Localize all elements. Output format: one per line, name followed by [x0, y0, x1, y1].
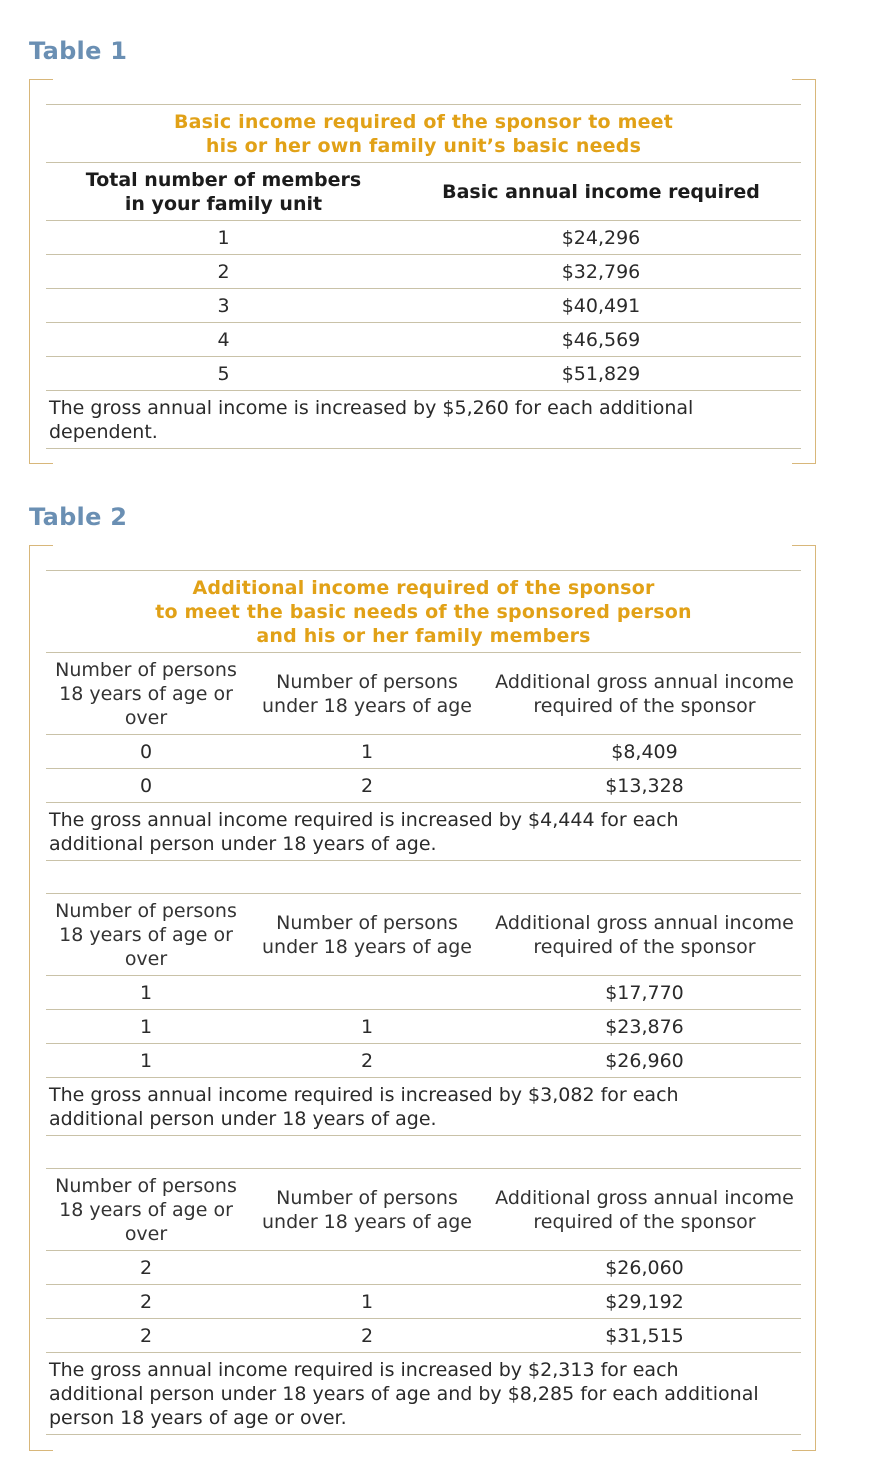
income-cell: $31,515	[488, 1319, 801, 1353]
table2-frame	[29, 545, 816, 1451]
table2-group1-note: The gross annual income required is increased by $4,444 for each additional person under 18 years of age.	[46, 803, 801, 861]
income-cell: $24,296	[401, 221, 801, 255]
table-row	[46, 976, 801, 1010]
adults-header: Number of persons 18 years of age or over	[46, 1169, 246, 1251]
members-cell: 5	[46, 357, 401, 391]
members-cell: 2	[46, 255, 401, 289]
minors-cell: 1	[246, 735, 488, 769]
table2	[46, 570, 801, 1435]
table1-col-income-header: Basic annual income required	[401, 163, 801, 221]
income-cell: $51,829	[401, 357, 801, 391]
table2-heading: Table 2	[29, 503, 128, 531]
income-cell: $40,491	[401, 289, 801, 323]
table-row	[46, 357, 801, 391]
adults-header: Number of persons 18 years of age or over	[46, 894, 246, 976]
table-row	[46, 735, 801, 769]
income-cell: $46,569	[401, 323, 801, 357]
table1-col-members-header: Total number of members in your family unit	[46, 163, 401, 221]
table-row	[46, 289, 801, 323]
minors-header: Number of persons under 18 years of age	[246, 894, 488, 976]
table-row	[46, 1319, 801, 1353]
minors-cell: 2	[246, 1319, 488, 1353]
table1-heading: Table 1	[29, 37, 128, 65]
adults-cell: 2	[46, 1319, 246, 1353]
table2-group1-header	[46, 653, 801, 735]
members-cell: 4	[46, 323, 401, 357]
table2-group3-note: The gross annual income required is increased by $2,313 for each additional person under 18 years of age and by $8,285 for each additional person 18 years of age or over.	[46, 1353, 801, 1435]
income-cell: $23,876	[488, 1010, 801, 1044]
adults-cell: 1	[46, 1010, 246, 1044]
income-header: Additional gross annual income required of the sponsor	[488, 894, 801, 976]
table-row	[46, 323, 801, 357]
table-row	[46, 221, 801, 255]
minors-cell: 1	[246, 1285, 488, 1319]
table2-group3-header	[46, 1169, 801, 1251]
income-cell: $26,960	[488, 1044, 801, 1078]
income-cell: $29,192	[488, 1285, 801, 1319]
income-cell: $8,409	[488, 735, 801, 769]
table1-frame	[29, 79, 816, 464]
minors-cell: 2	[246, 1044, 488, 1078]
income-cell: $17,770	[488, 976, 801, 1010]
adults-cell: 0	[46, 769, 246, 803]
adults-cell: 1	[46, 1044, 246, 1078]
table1	[46, 104, 801, 449]
table-row	[46, 769, 801, 803]
minors-cell: 1	[246, 1010, 488, 1044]
adults-cell: 2	[46, 1285, 246, 1319]
income-cell: $26,060	[488, 1251, 801, 1285]
income-cell: $32,796	[401, 255, 801, 289]
adults-cell: 1	[46, 976, 246, 1010]
income-cell: $13,328	[488, 769, 801, 803]
minors-cell	[246, 976, 488, 1010]
income-header: Additional gross annual income required of the sponsor	[488, 1169, 801, 1251]
minors-cell	[246, 1251, 488, 1285]
table-row	[46, 1044, 801, 1078]
table1-caption: Basic income required of the sponsor to meet his or her own family unit’s basic needs	[46, 105, 801, 163]
table2-group2-header	[46, 894, 801, 976]
table-row	[46, 1251, 801, 1285]
adults-cell: 0	[46, 735, 246, 769]
table-row	[46, 1285, 801, 1319]
table-row	[46, 255, 801, 289]
table1-note: The gross annual income is increased by $5,260 for each additional dependent.	[46, 391, 801, 449]
table2-caption: Additional income required of the sponsor to meet the basic needs of the sponsored person and his or her family members	[46, 571, 801, 653]
minors-header: Number of persons under 18 years of age	[246, 653, 488, 735]
adults-cell: 2	[46, 1251, 246, 1285]
adults-header: Number of persons 18 years of age or over	[46, 653, 246, 735]
table2-group2-note: The gross annual income required is increased by $3,082 for each additional person under 18 years of age.	[46, 1078, 801, 1136]
income-header: Additional gross annual income required of the sponsor	[488, 653, 801, 735]
minors-cell: 2	[246, 769, 488, 803]
members-cell: 1	[46, 221, 401, 255]
members-cell: 3	[46, 289, 401, 323]
table-row	[46, 1010, 801, 1044]
minors-header: Number of persons under 18 years of age	[246, 1169, 488, 1251]
